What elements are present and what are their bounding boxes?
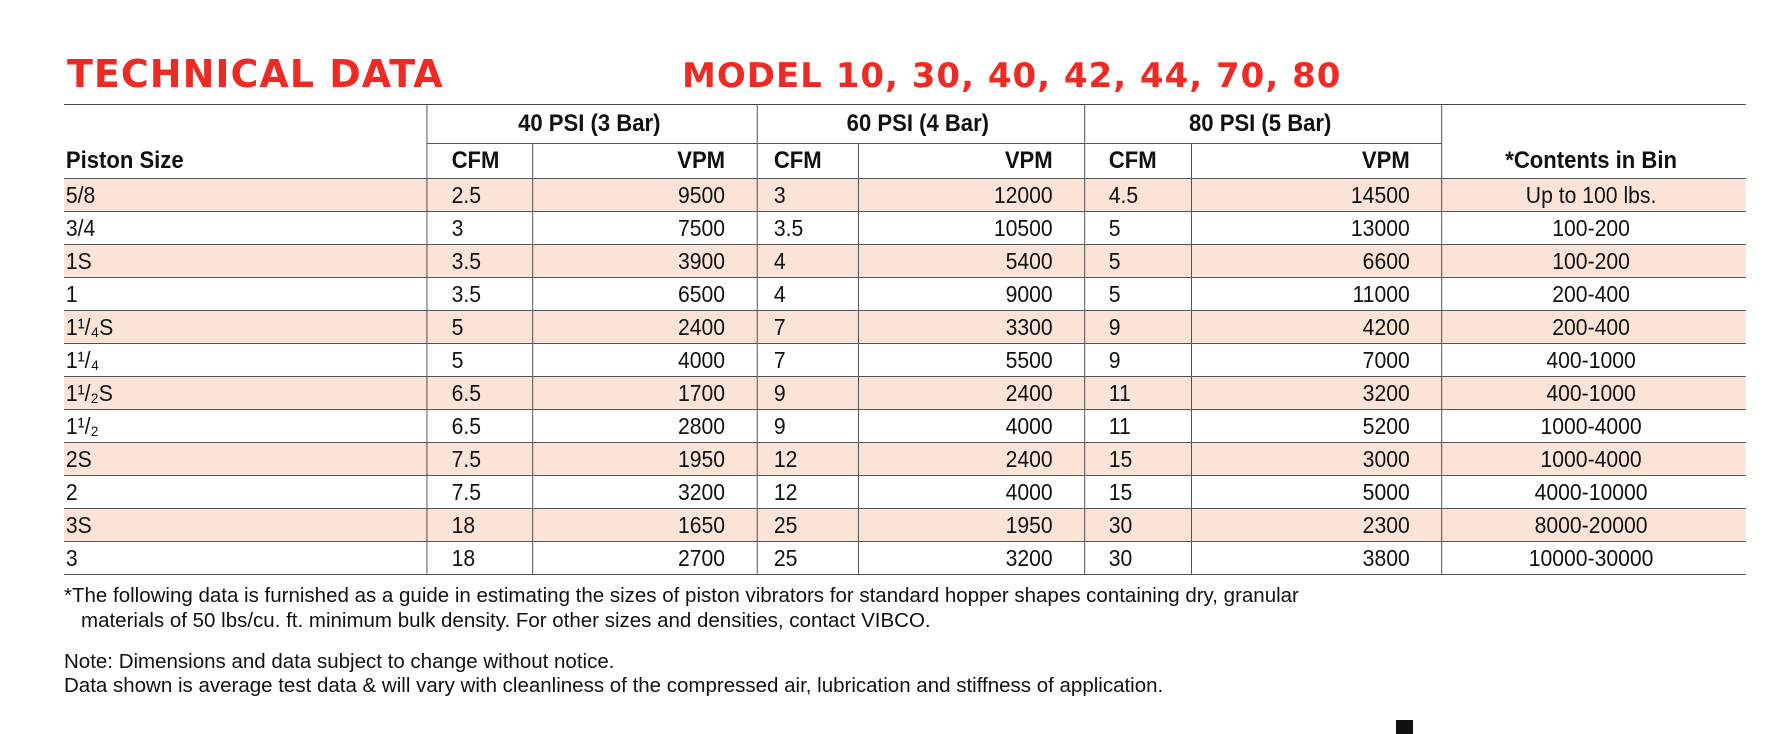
cell-cfm-60: 12 bbox=[757, 443, 859, 476]
cell-vpm-40: 2700 bbox=[533, 542, 757, 575]
cell-piston-size: 3/4 bbox=[64, 212, 427, 245]
header-spacer bbox=[1441, 105, 1745, 144]
cell-piston-size: 1¹/₄S bbox=[64, 311, 427, 344]
cell-vpm-60: 5500 bbox=[859, 344, 1085, 377]
cell-vpm-80: 5000 bbox=[1191, 476, 1441, 509]
cell-piston-size: 1¹/₂ bbox=[64, 410, 427, 443]
cell-vpm-80: 3800 bbox=[1191, 542, 1441, 575]
cell-piston-size: 5/8 bbox=[64, 179, 427, 212]
cell-vpm-40: 9500 bbox=[533, 179, 757, 212]
cell-cfm-60: 3.5 bbox=[757, 212, 859, 245]
cell-contents-in-bin: 10000-30000 bbox=[1441, 542, 1745, 575]
table-row bbox=[64, 245, 1746, 278]
cell-cfm-40: 7.5 bbox=[427, 443, 533, 476]
cell-vpm-40: 2800 bbox=[533, 410, 757, 443]
cell-vpm-80: 4200 bbox=[1191, 311, 1441, 344]
cell-vpm-80: 13000 bbox=[1191, 212, 1441, 245]
cell-vpm-80: 3000 bbox=[1191, 443, 1441, 476]
cell-cfm-80: 30 bbox=[1084, 542, 1191, 575]
cell-piston-size: 1S bbox=[64, 245, 427, 278]
column-header-vpm-40: VPM bbox=[533, 144, 757, 179]
cell-cfm-60: 25 bbox=[757, 509, 859, 542]
cell-vpm-80: 14500 bbox=[1191, 179, 1441, 212]
cell-vpm-80: 7000 bbox=[1191, 344, 1441, 377]
cell-cfm-60: 7 bbox=[757, 311, 859, 344]
cell-vpm-60: 4000 bbox=[859, 476, 1085, 509]
cell-contents-in-bin: 100-200 bbox=[1441, 212, 1745, 245]
cell-cfm-40: 6.5 bbox=[427, 377, 533, 410]
cell-vpm-60: 2400 bbox=[859, 443, 1085, 476]
cell-vpm-80: 5200 bbox=[1191, 410, 1441, 443]
cell-cfm-40: 5 bbox=[427, 311, 533, 344]
cell-cfm-60: 9 bbox=[757, 410, 859, 443]
cell-cfm-40: 2.5 bbox=[427, 179, 533, 212]
note-line-2: Data shown is average test data & will vary with cleanliness of the compressed air, lubrication and stiffness of application. bbox=[64, 674, 1164, 697]
cell-cfm-60: 7 bbox=[757, 344, 859, 377]
column-header-piston-size: Piston Size bbox=[64, 144, 427, 179]
footnote-line-1: *The following data is furnished as a guide in estimating the sizes of piston vibrators for standard hopper shapes containing dry, granular bbox=[64, 584, 1299, 607]
group-header-60psi: 60 PSI (4 Bar) bbox=[757, 105, 1085, 144]
cell-cfm-60: 4 bbox=[757, 278, 859, 311]
cell-vpm-60: 3300 bbox=[859, 311, 1085, 344]
column-header-cfm-40: CFM bbox=[427, 144, 533, 179]
table-row bbox=[64, 344, 1746, 377]
cell-contents-in-bin: 200-400 bbox=[1441, 278, 1745, 311]
cell-cfm-80: 11 bbox=[1084, 377, 1191, 410]
cell-cfm-80: 11 bbox=[1084, 410, 1191, 443]
table-row bbox=[64, 179, 1746, 212]
cell-piston-size: 2 bbox=[64, 476, 427, 509]
column-header-vpm-80: VPM bbox=[1191, 144, 1441, 179]
note-line-1: Note: Dimensions and data subject to change without notice. bbox=[64, 650, 615, 673]
cell-cfm-40: 3.5 bbox=[427, 278, 533, 311]
cell-cfm-80: 9 bbox=[1084, 344, 1191, 377]
cell-vpm-80: 2300 bbox=[1191, 509, 1441, 542]
cell-vpm-60: 12000 bbox=[859, 179, 1085, 212]
page-marker-square bbox=[1396, 720, 1413, 734]
group-header-80psi: 80 PSI (5 Bar) bbox=[1084, 105, 1441, 144]
cell-vpm-60: 4000 bbox=[859, 410, 1085, 443]
cell-cfm-40: 6.5 bbox=[427, 410, 533, 443]
cell-vpm-40: 6500 bbox=[533, 278, 757, 311]
table-row bbox=[64, 278, 1746, 311]
cell-vpm-60: 9000 bbox=[859, 278, 1085, 311]
cell-cfm-60: 12 bbox=[757, 476, 859, 509]
cell-cfm-40: 3.5 bbox=[427, 245, 533, 278]
cell-cfm-80: 15 bbox=[1084, 476, 1191, 509]
cell-vpm-60: 2400 bbox=[859, 377, 1085, 410]
cell-contents-in-bin: 400-1000 bbox=[1441, 377, 1745, 410]
cell-cfm-80: 5 bbox=[1084, 212, 1191, 245]
cell-vpm-80: 11000 bbox=[1191, 278, 1441, 311]
cell-piston-size: 2S bbox=[64, 443, 427, 476]
table-row bbox=[64, 212, 1746, 245]
cell-vpm-40: 1950 bbox=[533, 443, 757, 476]
table-row bbox=[64, 542, 1746, 575]
cell-piston-size: 1¹/₄ bbox=[64, 344, 427, 377]
column-header-vpm-60: VPM bbox=[859, 144, 1085, 179]
cell-vpm-60: 3200 bbox=[859, 542, 1085, 575]
footnote-line-2: materials of 50 lbs/cu. ft. minimum bulk density. For other sizes and densities, contact VIBCO. bbox=[81, 609, 931, 632]
cell-vpm-40: 4000 bbox=[533, 344, 757, 377]
technical-data-table bbox=[64, 104, 1746, 575]
cell-cfm-40: 18 bbox=[427, 509, 533, 542]
cell-cfm-80: 4.5 bbox=[1084, 179, 1191, 212]
cell-vpm-60: 10500 bbox=[859, 212, 1085, 245]
group-header-40psi: 40 PSI (3 Bar) bbox=[427, 105, 757, 144]
cell-contents-in-bin: 400-1000 bbox=[1441, 344, 1745, 377]
cell-cfm-40: 3 bbox=[427, 212, 533, 245]
cell-cfm-60: 9 bbox=[757, 377, 859, 410]
cell-piston-size: 3S bbox=[64, 509, 427, 542]
cell-vpm-40: 7500 bbox=[533, 212, 757, 245]
cell-cfm-80: 5 bbox=[1084, 245, 1191, 278]
cell-contents-in-bin: 1000-4000 bbox=[1441, 410, 1745, 443]
cell-vpm-80: 6600 bbox=[1191, 245, 1441, 278]
cell-vpm-40: 3900 bbox=[533, 245, 757, 278]
cell-cfm-80: 30 bbox=[1084, 509, 1191, 542]
table-row bbox=[64, 509, 1746, 542]
cell-vpm-80: 3200 bbox=[1191, 377, 1441, 410]
cell-vpm-40: 2400 bbox=[533, 311, 757, 344]
cell-cfm-60: 3 bbox=[757, 179, 859, 212]
cell-vpm-60: 1950 bbox=[859, 509, 1085, 542]
cell-vpm-40: 1700 bbox=[533, 377, 757, 410]
cell-cfm-60: 25 bbox=[757, 542, 859, 575]
cell-cfm-80: 5 bbox=[1084, 278, 1191, 311]
cell-cfm-40: 5 bbox=[427, 344, 533, 377]
cell-cfm-60: 4 bbox=[757, 245, 859, 278]
cell-contents-in-bin: 8000-20000 bbox=[1441, 509, 1745, 542]
column-header-cfm-80: CFM bbox=[1084, 144, 1191, 179]
table-row bbox=[64, 443, 1746, 476]
cell-contents-in-bin: Up to 100 lbs. bbox=[1441, 179, 1745, 212]
cell-contents-in-bin: 200-400 bbox=[1441, 311, 1745, 344]
table-row bbox=[64, 410, 1746, 443]
cell-contents-in-bin: 1000-4000 bbox=[1441, 443, 1745, 476]
cell-cfm-40: 7.5 bbox=[427, 476, 533, 509]
cell-vpm-40: 1650 bbox=[533, 509, 757, 542]
table-row bbox=[64, 476, 1746, 509]
table-row bbox=[64, 311, 1746, 344]
page-title: TECHNICAL DATA bbox=[67, 52, 444, 96]
cell-piston-size: 3 bbox=[64, 542, 427, 575]
cell-vpm-60: 5400 bbox=[859, 245, 1085, 278]
model-list-title: MODEL 10, 30, 40, 42, 44, 70, 80 bbox=[682, 56, 1342, 96]
cell-cfm-80: 15 bbox=[1084, 443, 1191, 476]
cell-piston-size: 1 bbox=[64, 278, 427, 311]
column-header-cfm-60: CFM bbox=[757, 144, 859, 179]
cell-piston-size: 1¹/₂S bbox=[64, 377, 427, 410]
table-row bbox=[64, 377, 1746, 410]
cell-vpm-40: 3200 bbox=[533, 476, 757, 509]
cell-cfm-40: 18 bbox=[427, 542, 533, 575]
cell-cfm-80: 9 bbox=[1084, 311, 1191, 344]
column-header-contents-in-bin: *Contents in Bin bbox=[1441, 144, 1745, 179]
cell-contents-in-bin: 100-200 bbox=[1441, 245, 1745, 278]
cell-contents-in-bin: 4000-10000 bbox=[1441, 476, 1745, 509]
header-spacer bbox=[64, 105, 427, 144]
